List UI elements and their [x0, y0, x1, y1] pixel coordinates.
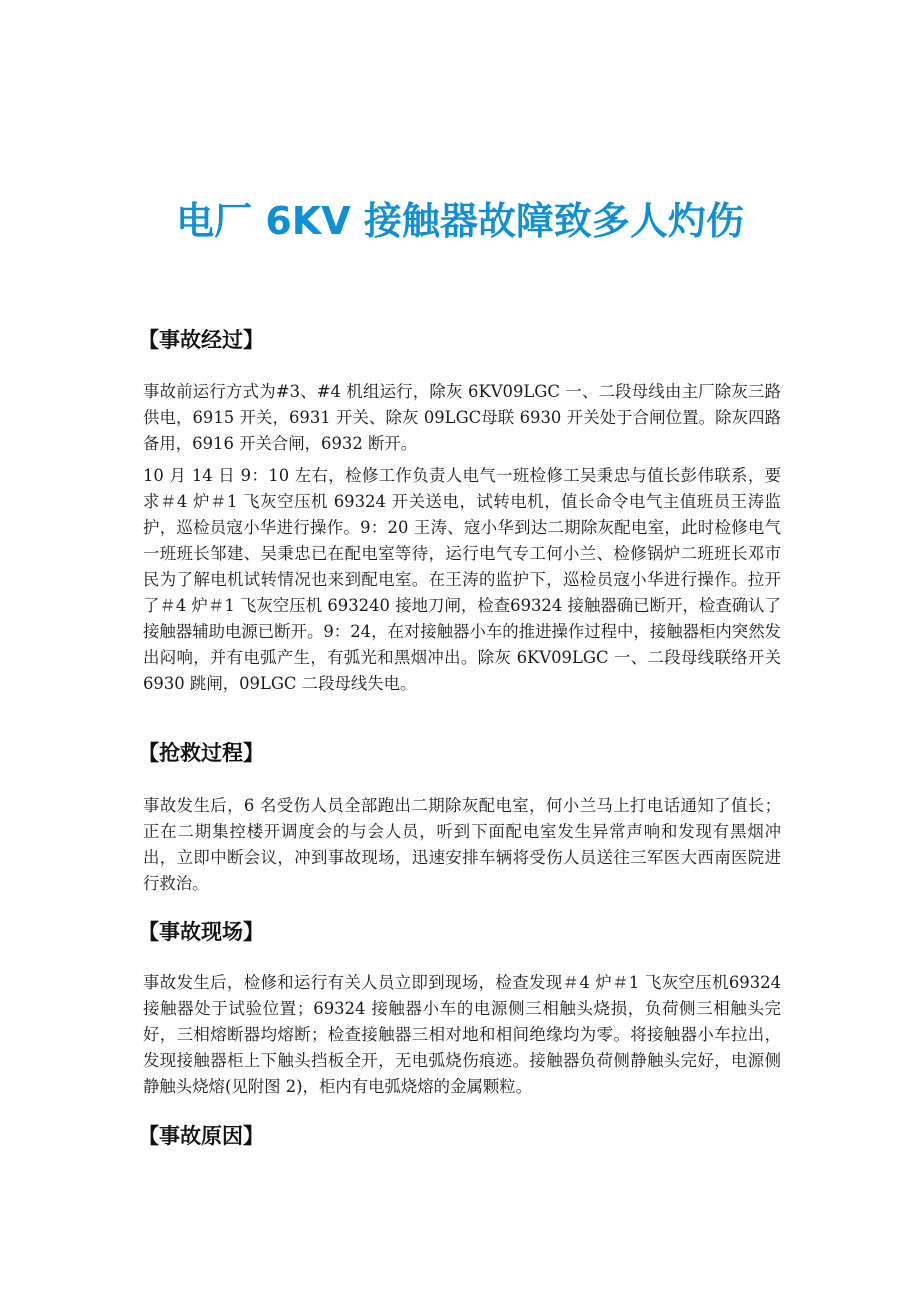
paragraph-accident-timeline: 10 月 14 日 9：10 左右，检修工作负责人电气一班检修工吴秉忠与值长彭伟联系，要求＃4 炉＃1 飞灰空压机 69324 开关送电，试转电机，值长命令电气主值班员王涛监护，巡检员寇小华进行操作。9：20 王涛、寇小华到达二期除灰配电室，此时检修电气一班班长邹建、吴秉忠已在配电室等待，运行电气专工何小兰、检修锅炉二班班长邓市民为了解电机试转情况也来到配电室。在王涛的监护下，巡检员寇小华进行操作。拉开了＃4 炉＃1 飞灰空压机 693240 接地刀闸，检查69324 接触器确已断开，检查确认了接触器辅助电源已断开。9：24，在对接触器小车的推进操作过程中，接触器柜内突然发出闷响，并有电弧产生，有弧光和黑烟冲出。除灰 6KV09LGC 一、二段母线联络开关 6930 跳闸，09LGC 二段母线失电。 — [143, 466, 781, 693]
paragraph-rescue: 事故发生后，6 名受伤人员全部跑出二期除灰配电室，何小兰马上打电话通知了值长；正在二期集控楼开调度会的与会人员，听到下面配电室发生异常声响和发现有黑烟冲出，立即中断会议，冲到事故现场，迅速安排车辆将受伤人员送往三军医大西南医院进行救治。 — [143, 796, 781, 893]
section-heading-rescue-process: 【抢救过程】 — [138, 741, 264, 765]
paragraph-scene: 事故发生后，检修和运行有关人员立即到现场，检查发现＃4 炉＃1 飞灰空压机69324 接触器处于试验位置；69324 接触器小车的电源侧三相触头烧损，负荷侧三相触头完好，三相熔断器均熔断；检查接触器三相对地和相间绝缘均为零。将接触器小车拉出，发现接触器柜上下触头挡板全开，无电弧烧伤痕迹。接触器负荷侧静触头完好，电源侧静触头烧熔(见附图 2)，柜内有电弧烧熔的金属颗粒。 — [143, 973, 781, 1096]
section-heading-accident-cause: 【事故原因】 — [138, 1124, 264, 1148]
paragraph-operating-mode: 事故前运行方式为#3、#4 机组运行，除灰 6KV09LGC 一、二段母线由主厂除灰三路供电，6915 开关，6931 开关、除灰 09LGC母联 6930 开关处于合闸位置。除灰四路备用，6916 开关合闸，6932 断开。 — [143, 382, 781, 453]
document-title: 电厂 6KV 接触器故障致多人灼伤 — [176, 199, 744, 243]
section-heading-accident-process: 【事故经过】 — [138, 328, 264, 352]
section-heading-accident-scene: 【事故现场】 — [138, 920, 264, 944]
